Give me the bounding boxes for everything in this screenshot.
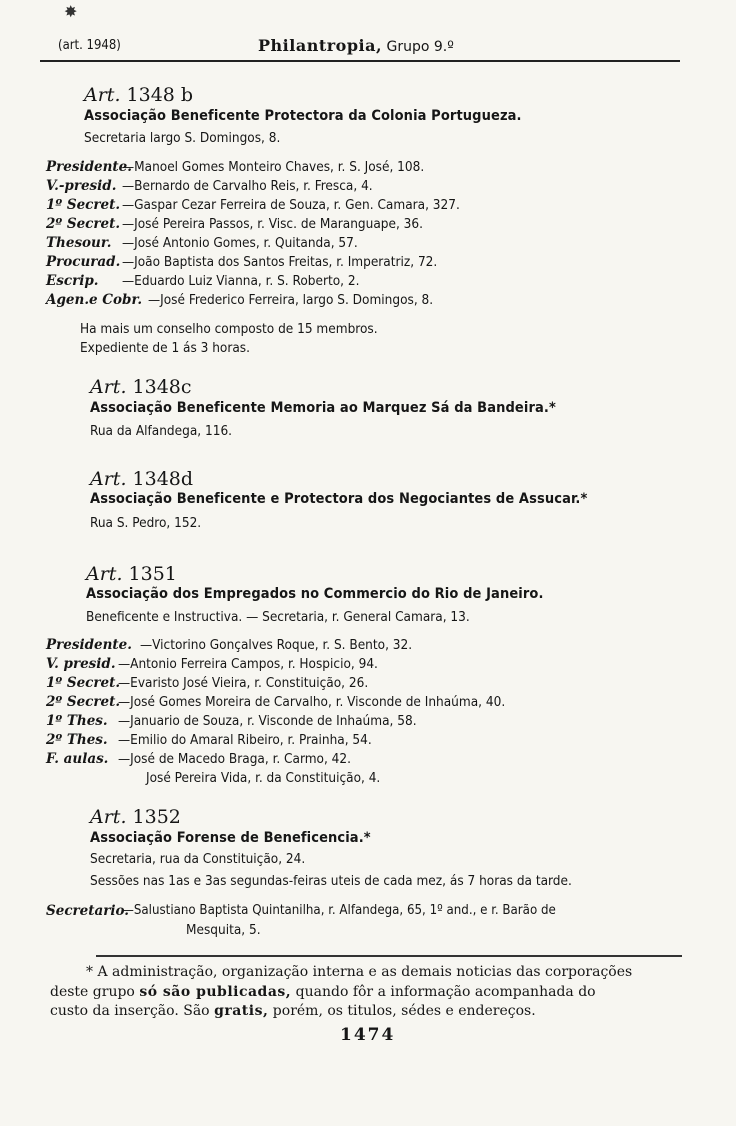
association-address: Beneficente e Instructiva. — Secretaria, r. General Camara, 13. — [86, 609, 470, 625]
member-entry: —José Antonio Gomes, r. Quitanda, 57. — [122, 235, 358, 251]
member-entry: —José de Macedo Braga, r. Carmo, 42. — [118, 751, 351, 767]
member-entry: —João Baptista dos Santos Freitas, r. Imperatriz, 72. — [122, 254, 438, 270]
member-entry: —José Frederico Ferreira, largo S. Domingos, 8. — [148, 292, 434, 308]
member-role: Presidente. — [46, 159, 132, 175]
member-role: Escrip. — [46, 273, 99, 289]
article-heading — [86, 563, 177, 585]
footnote-text: custo da inserção. São — [50, 1003, 210, 1019]
member-role: 2º Secret. — [46, 694, 121, 710]
member-entry: —José Gomes Moreira de Carvalho, r. Visconde de Inhaúma, 40. — [118, 694, 506, 710]
article-label: Art. — [90, 468, 127, 490]
article-label: Art. — [90, 806, 127, 828]
association-note: Expediente de 1 ás 3 horas. — [80, 340, 250, 356]
page-number: 1474 — [340, 1025, 396, 1045]
association-address: Secretaria, rua da Constituição, 24. — [90, 851, 306, 867]
member-entry: —Antonio Ferreira Campos, r. Hospicio, 94. — [118, 656, 378, 672]
member-role: 2º Secret. — [46, 216, 121, 232]
article-number: 1348 b — [126, 84, 194, 106]
association-name: Associação Beneficente Memoria ao Marquez Sá da Bandeira.* — [90, 400, 556, 416]
footnote-text: porém, os titulos, sédes e endereços. — [272, 1003, 536, 1019]
member-entry: —Emilio do Amaral Ribeiro, r. Prainha, 54. — [118, 732, 372, 748]
member-entry: —Evaristo José Vieira, r. Constituição, 26. — [118, 675, 369, 691]
footnote-line: * A administração, organização interna e as demais noticias das corporações — [86, 964, 633, 980]
member-role: Thesour. — [46, 235, 112, 251]
association-name: Associação Forense de Beneficencia.* — [90, 830, 371, 846]
header-group: Grupo 9.º — [386, 39, 454, 55]
member-entry: —Salustiano Baptista Quintanilha, r. Alfandega, 65, 1º and., e r. Barão de — [122, 903, 556, 918]
association-name: Associação dos Empregados no Commercio do Rio de Janeiro. — [86, 586, 544, 602]
member-role: Procurad. — [46, 254, 121, 270]
member-role: 1º Secret. — [46, 675, 121, 691]
association-name: Associação Beneficente e Protectora dos Negociantes de Assucar.* — [90, 491, 588, 507]
member-entry: —Victorino Gonçalves Roque, r. S. Bento, 32. — [140, 637, 413, 653]
footnote-emphasis: gratis, — [214, 1003, 269, 1019]
member-entry: —Manoel Gomes Monteiro Chaves, r. S. José, 108. — [122, 159, 425, 175]
member-role: F. aulas. — [46, 751, 109, 767]
association-address: Rua S. Pedro, 152. — [90, 515, 202, 531]
page-header — [48, 36, 684, 58]
member-role: 2º Thes. — [46, 732, 108, 748]
member-role: V.-presid. — [46, 178, 117, 194]
association-address: Secretaria largo S. Domingos, 8. — [84, 130, 281, 146]
member-entry: —Eduardo Luiz Vianna, r. S. Roberto, 2. — [122, 273, 360, 289]
footnote-text: deste grupo — [50, 984, 135, 1000]
article-label: Art. — [86, 563, 123, 585]
member-role: 1º Thes. — [46, 713, 108, 729]
footnote-text: quando fôr a informação acompanhada do — [295, 984, 596, 1000]
member-role: V. presid. — [46, 656, 116, 672]
article-number: 1348c — [132, 376, 192, 398]
member-entry: —Gaspar Cezar Ferreira de Souza, r. Gen. Camara, 327. — [122, 197, 460, 213]
footnote-emphasis: só são publicadas, — [139, 984, 292, 1000]
header-rule — [40, 60, 680, 62]
ink-blot-icon: ✸ — [64, 2, 78, 21]
header-title: Philantropia, — [258, 36, 383, 55]
article-number: 1348d — [132, 468, 194, 490]
member-role: 1º Secret. — [46, 197, 121, 213]
article-label: Art. — [84, 84, 121, 106]
footnote-line — [50, 1003, 536, 1019]
article-heading — [90, 468, 193, 490]
member-role: Agen.e Cobr. — [46, 292, 143, 308]
article-heading — [90, 806, 181, 828]
member-role: Secretario. — [46, 903, 129, 919]
member-entry: José Pereira Vida, r. da Constituição, 4. — [146, 770, 381, 786]
member-entry: —Bernardo de Carvalho Reis, r. Fresca, 4. — [122, 178, 373, 194]
article-heading — [90, 376, 192, 398]
article-number: 1351 — [128, 563, 177, 585]
header-article-ref: (art. 1948) — [58, 38, 121, 53]
association-name: Associação Beneficente Protectora da Colonia Portugueza. — [84, 108, 522, 124]
member-entry: —José Pereira Passos, r. Visc. de Maranguape, 36. — [122, 216, 423, 232]
association-sessions: Sessões nas 1as e 3as segundas-feiras uteis de cada mez, ás 7 horas da tarde. — [90, 873, 572, 889]
footnote-rule — [96, 955, 682, 957]
member-entry: Mesquita, 5. — [186, 922, 261, 938]
footnote-line — [50, 984, 596, 1000]
article-number: 1352 — [132, 806, 181, 828]
association-note: Ha mais um conselho composto de 15 membros. — [80, 321, 378, 337]
member-entry: —Januario de Souza, r. Visconde de Inhaúma, 58. — [118, 713, 417, 729]
member-role: Presidente. — [46, 637, 132, 653]
header-center — [258, 36, 454, 55]
association-address: Rua da Alfandega, 116. — [90, 423, 233, 439]
article-heading — [84, 84, 193, 106]
article-label: Art. — [90, 376, 127, 398]
